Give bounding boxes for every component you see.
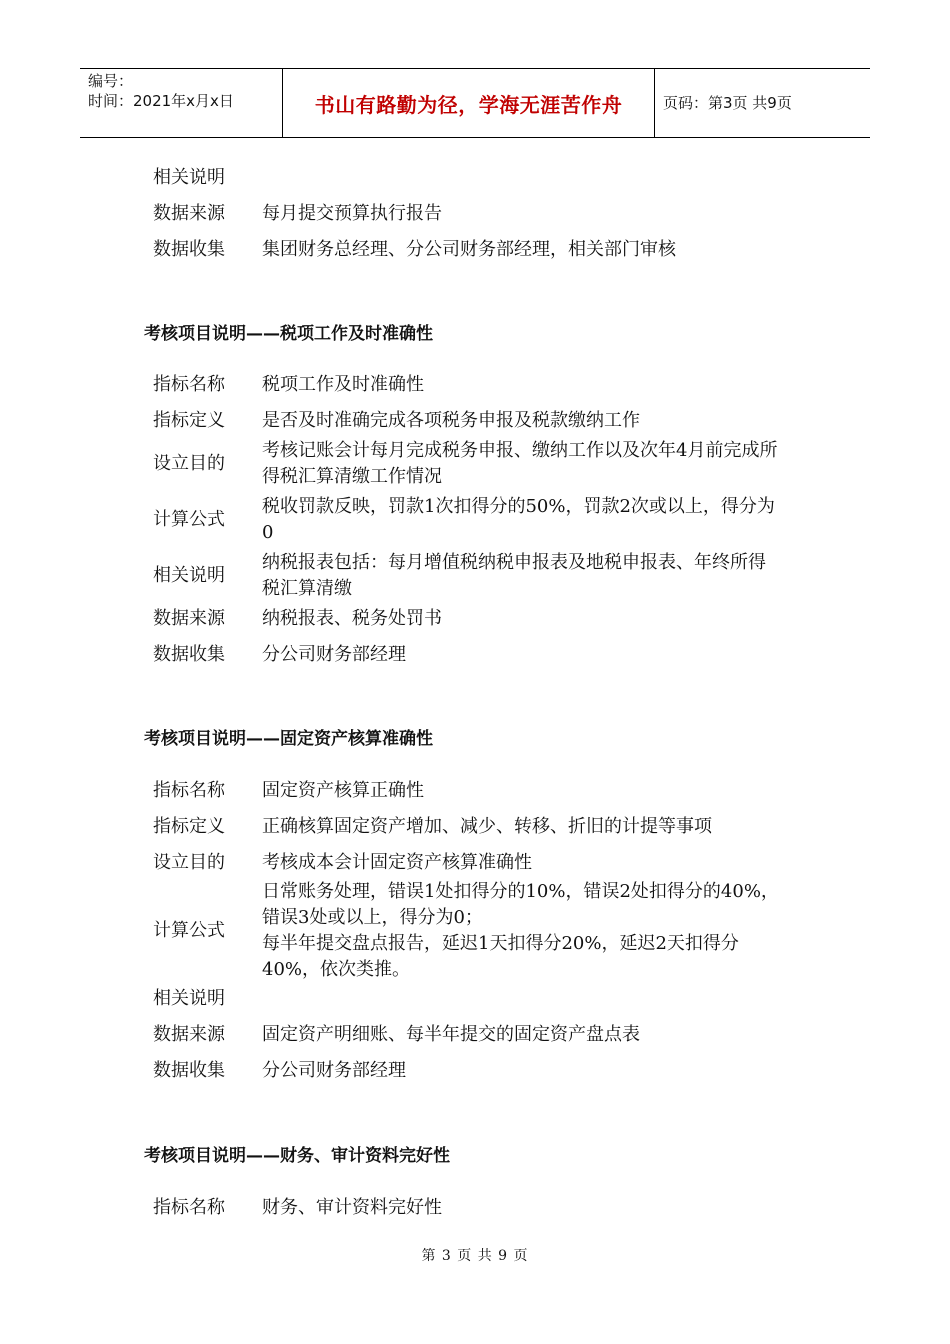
row-value: 日常账务处理，错误1处扣得分的10%，错误2处扣得分的40%， 错误3处或以上，得分为0； 每半年提交盘点报告，延迟1天扣得分20%，延迟2天扣得分 40%，依次类推。 [262,881,779,980]
row-value: 分公司财务部经理 [262,644,406,665]
row-label: 指标名称 [153,374,225,395]
header-motto-cell [283,69,655,137]
row-value: 纳税报表包括：每月增值税纳税申报表及地税申报表、年终所得 税汇算清缴 [262,552,766,599]
row-label: 数据收集 [153,1060,225,1081]
row-value: 税项工作及时准确性 [262,374,424,395]
row-label: 计算公式 [153,509,225,530]
row-value: 财务、审计资料完好性 [262,1197,442,1218]
row-label: 设立目的 [153,453,225,474]
row-value: 正确核算固定资产增加、减少、转移、折旧的计提等事项 [262,816,712,837]
page-footer: 第 3 页 共 9 页 [421,1248,529,1264]
header-meta-cell [80,69,283,137]
row-label: 指标定义 [153,410,225,431]
row-value: 税收罚款反映，罚款1次扣得分的50%，罚款2次或以上，得分为 0 [262,496,775,543]
section-heading: 考核项目说明——税项工作及时准确性 [144,324,433,344]
row-value: 是否及时准确完成各项税务申报及税款缴纳工作 [262,410,640,431]
row-label: 指标名称 [153,1197,225,1218]
row-label: 指标名称 [153,780,225,801]
header-page-cell [655,69,870,137]
row-label: 设立目的 [153,852,225,873]
section-heading: 考核项目说明——固定资产核算准确性 [144,729,433,749]
row-label: 相关说明 [153,565,225,586]
section-heading: 考核项目说明——财务、审计资料完好性 [144,1146,450,1166]
document-time-label: 时间：2021年x月x日 [88,92,234,110]
row-value: 考核成本会计固定资产核算准确性 [262,852,532,873]
row-value: 每月提交预算执行报告 [262,203,442,224]
row-value: 考核记账会计每月完成税务申报、缴纳工作以及次年4月前完成所 得税汇算清缴工作情况 [262,440,778,487]
document-number-label: 编号： [88,72,134,90]
row-label: 计算公式 [153,920,225,941]
row-label: 数据来源 [153,1024,225,1045]
row-label: 相关说明 [153,167,225,188]
row-label: 指标定义 [153,816,225,837]
row-label: 数据来源 [153,608,225,629]
row-value: 纳税报表、税务处罚书 [262,608,442,629]
page-header [80,68,870,138]
row-value: 分公司财务部经理 [262,1060,406,1081]
row-label: 数据收集 [153,239,225,260]
row-value: 集团财务总经理、分公司财务部经理，相关部门审核 [262,239,676,260]
row-value: 固定资产核算正确性 [262,780,424,801]
row-value: 固定资产明细账、每半年提交的固定资产盘点表 [262,1024,640,1045]
row-label: 数据收集 [153,644,225,665]
row-label: 相关说明 [153,988,225,1009]
header-motto: 书山有路勤为径，学海无涯苦作舟 [314,92,623,117]
row-label: 数据来源 [153,203,225,224]
header-page-code: 页码：第3页 共9页 [663,94,792,112]
